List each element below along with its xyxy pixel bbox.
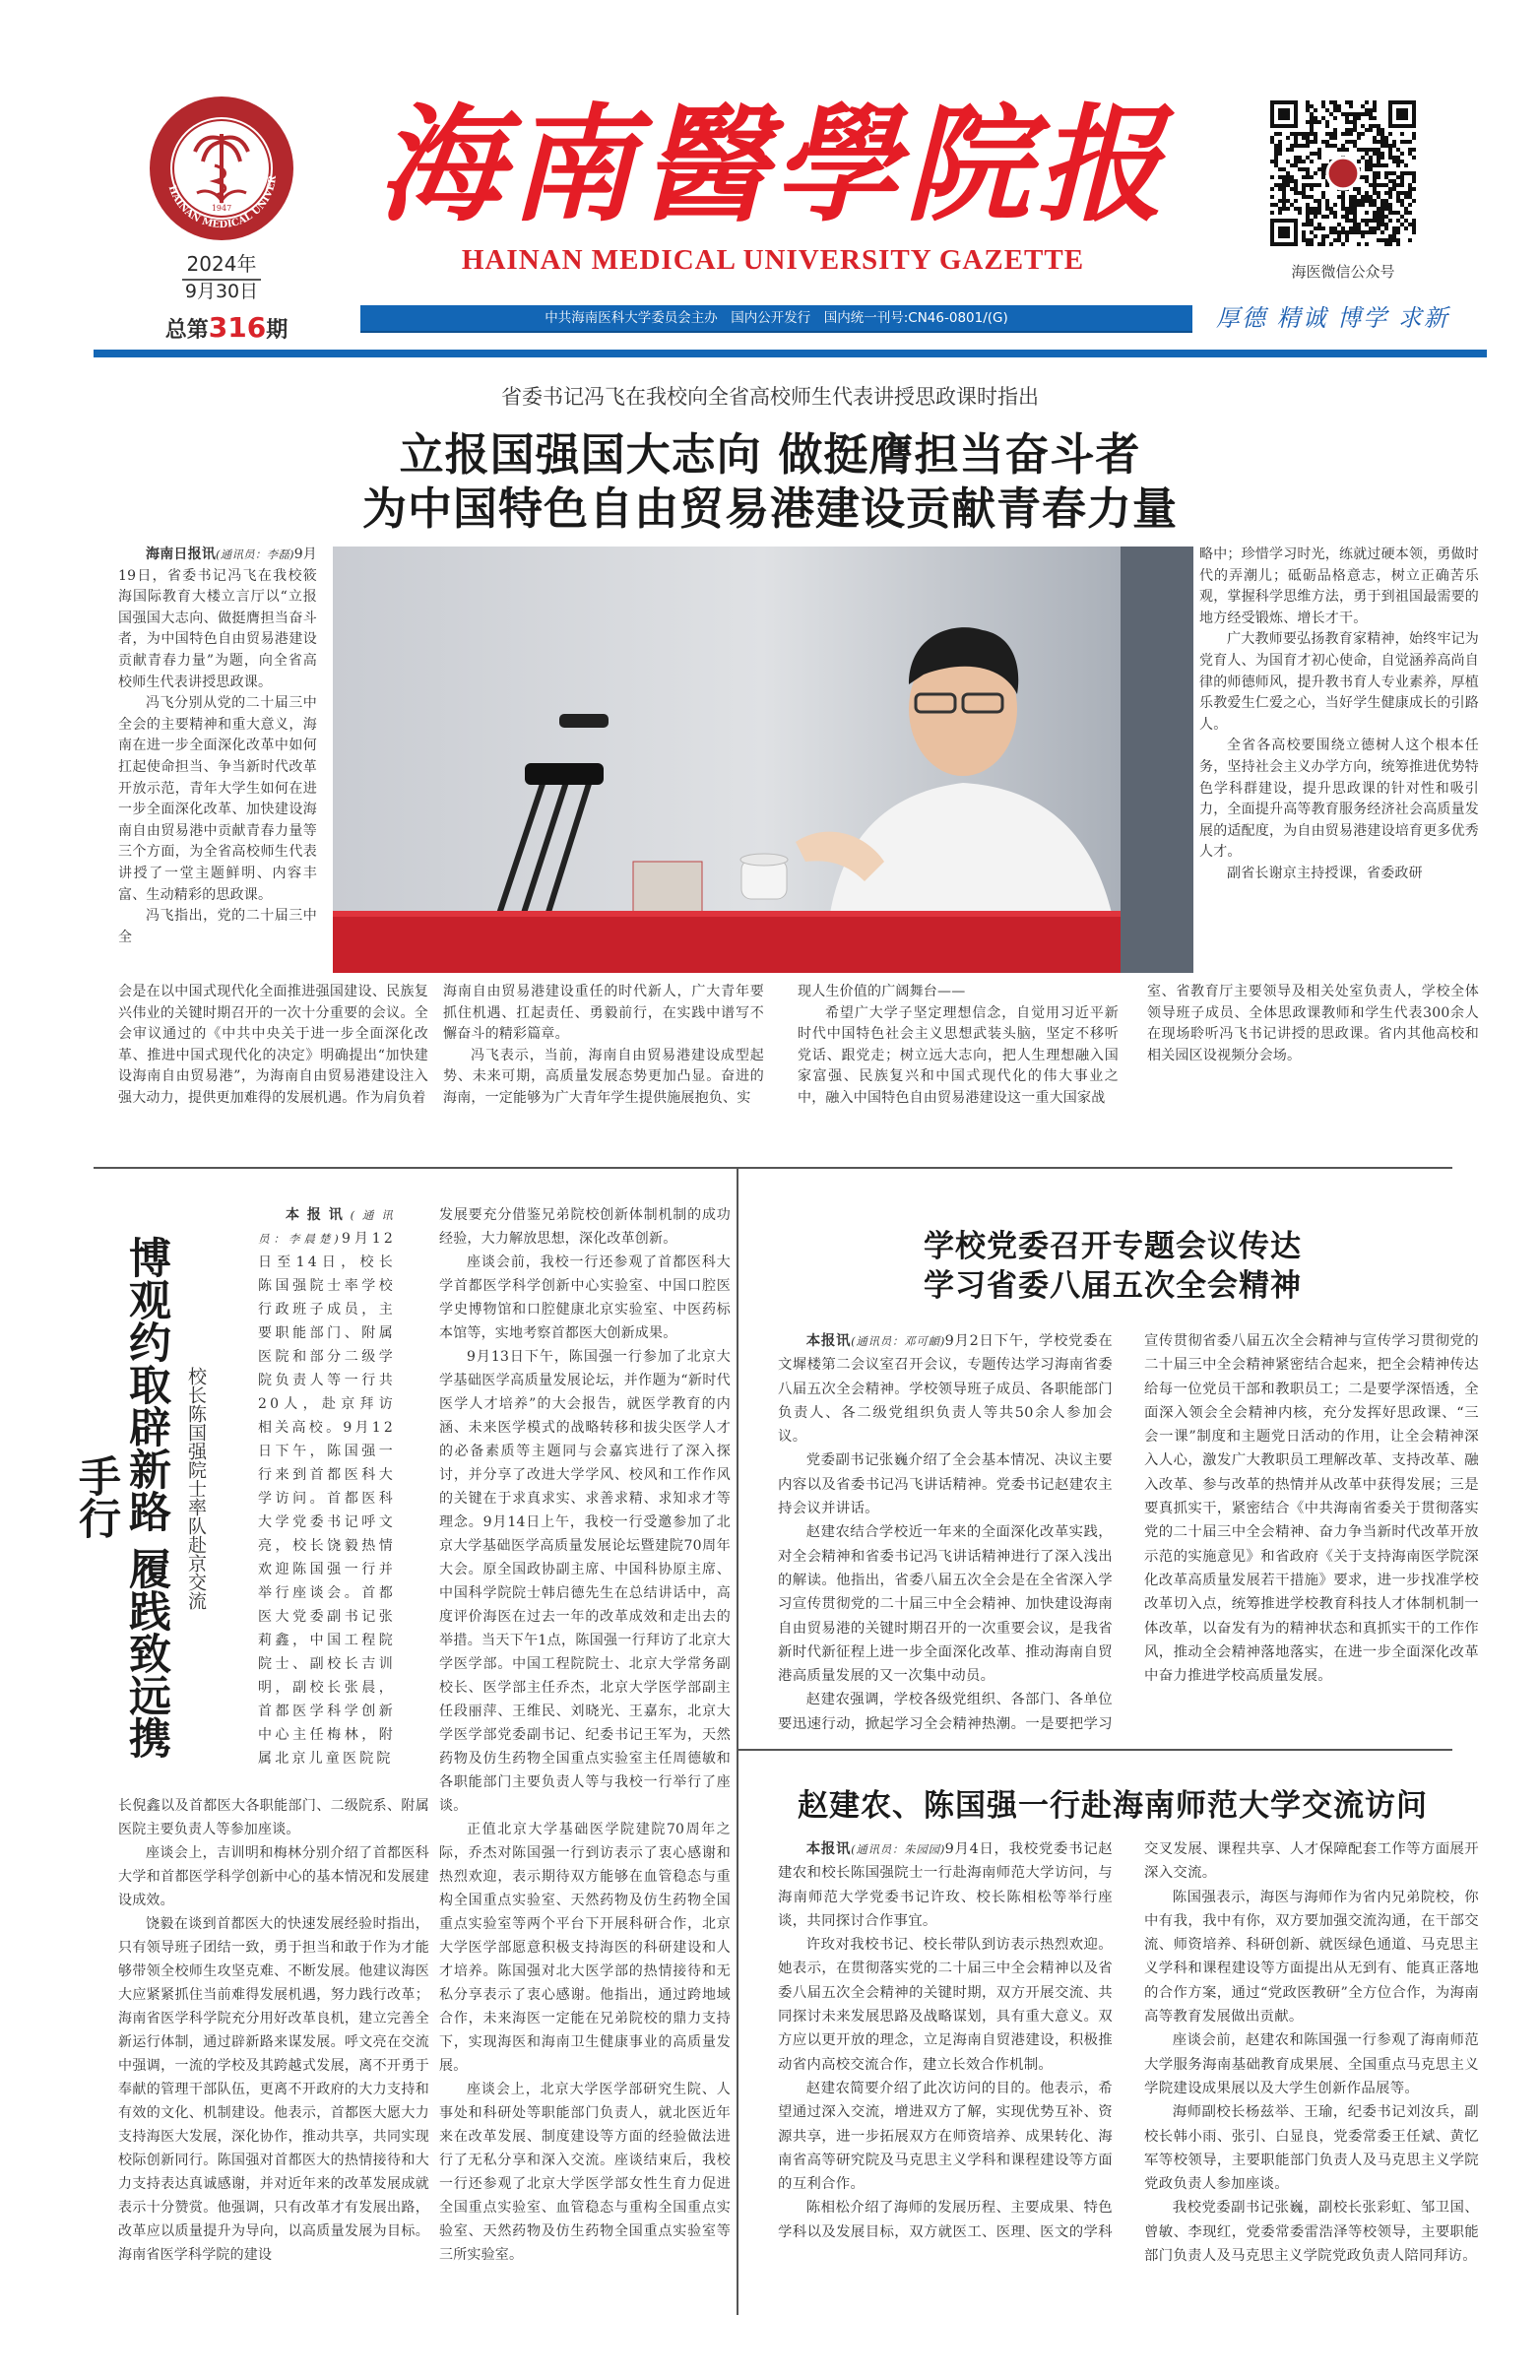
lead-paragraph — [778, 1837, 1113, 1933]
lead-paragraph — [258, 1203, 396, 1770]
lead-paragraph — [778, 1329, 1113, 1448]
byline: (通讯员：朱园园) — [851, 1842, 945, 1856]
issue-suffix: 期 — [266, 318, 289, 343]
paragraph-text: 9月12日至14日，校长陈国强院士率学校行政班子成员，主要职能部门、附属医院和部分二级学院负责人等一行共20人，赴京拜访相关高校。9月12日下午，陈国强一行来到首都医科大学访问。首都医科大学党委书记呼文亮，校长饶毅热情欢迎陈国强一行并举行座谈会。首都医大党委副书记张莉鑫，中国工程院院士、副校长吉训明，副校长张晨，首都医学科学创新中心主任梅林，附属北京儿童医院院 — [258, 1231, 396, 1767]
lead-paragraph — [118, 545, 317, 693]
paragraph: 赵建农结合学校近一年来的全面深化改革实践，对全会精神和省委书记冯飞讲话精神进行了深入浅出的解读。他指出，省委八届五次全会是在全省深入学习宣传贯彻党的二十届三中全会精神、加快建设海南自由贸易港的关键时期召开的一次重要会议，是我省新时代新征程上进一步全面深化改革、推动海南自贸港高质量发展的又一次集中动员。 — [778, 1524, 1113, 1685]
paragraph: 赵建农强调，学校各级党组织、各部门、各单位要迅速行动，掀起学习全会精神热潮。一是要把学习宣传贯彻省委八届五次全会精神与宣传学习贯彻党的二十届三中全会精神紧密结合起来，把全会精神传达给每一位党员干部和教职员工；二是要学深悟透，全面深入领会全会精神内核，充分发挥好思政课、“三会一课”制度和主题党日活动的作用，让全会精神深入人心，激发广大教职员工理解改革、支持改革、融入改革、参与改革的热情并从改革中获得发展；三是要真抓实干，紧密结合《中共海南省委关于贯彻落实党的二十届三中全会精神、奋力争当新时代改革开放示范的实施意见》和省政府《关于支持海南医学院深化改革高质量发展若干措施》要求，进一步找准学校改革切入点，统筹推进学校教育科技人才体制机制一体改革，以奋发有为的精神状态和真抓实干的工作作风，推动全会精神落地落实，在进一步全面深化改革中奋力推进学校高质量发展。 — [778, 1333, 1479, 1732]
beijing-article-narrow-column — [258, 1203, 396, 1794]
newspaper-title: 海南醫學院报 — [376, 92, 1169, 239]
masthead-rule — [94, 350, 1487, 357]
dateline: 本报讯 — [286, 1207, 351, 1223]
paragraph: 冯飞指出，党的二十届三中全 — [118, 908, 317, 945]
section-divider — [738, 1749, 1452, 1751]
paragraph-text: 9月2日下午，学校党委在文墀楼第二会议室召开会议，专题传达学习海南省委八届五次全会精神。学校领导班子成员、各职能部门负责人、各二级党组织负责人等共50余人参加会议。 — [778, 1333, 1113, 1446]
paragraph: 冯飞分别从党的二十届三中全会的主要精神和重大意义，海南在进一步全面深化改革中如何扛起使命担当、争当新时代改革开放示范，青年大学生如何在进一步全面深化改革、加快建设海南自由贸易港中贡献青春力量等三个方面，为全省高校师生代表讲授了一堂主题鲜明、内容丰富、生动精彩的思政课。 — [118, 695, 317, 903]
paragraph: 副省长谢京主持授课，省委政研 — [1227, 865, 1423, 881]
svg-text:1947: 1947 — [211, 204, 232, 213]
paragraph: 赵建农简要介绍了此次访问的目的。他表示，希望通过深入交流，增进双方了解，实现优势互补、资源共享，进一步拓展双方在师资培养、成果转化、海南省高等研究院及马克思主义学科和课程建设等方面的互利合作。 — [778, 2080, 1113, 2193]
issue-number-value: 316 — [208, 311, 267, 344]
plenum-article-title-line-1: 学校党委召开专题会议传达 — [924, 1229, 1302, 1264]
paragraph: 海师副校长杨兹举、王瑜，纪委书记刘汝兵，副校长韩小雨、张引、白显良，党委常委王任斌、黄忆军等校领导，主要职能部门负责人及马克思主义学院党政负责人参加座谈。 — [1144, 2104, 1479, 2193]
plenum-article-body — [778, 1329, 1479, 1737]
lead-headline-line-1: 立报国强国大志向 做挺膺担当奋斗者 — [399, 428, 1141, 481]
paragraph: 座谈会前，赵建农和陈国强一行参观了海南师范大学服务海南基础教育成果展、全国重点马克思主义学院建设成果展以及大学生创新作品展等。 — [1144, 2032, 1479, 2096]
beijing-article-title: 博观约取辟新路 履践致远携手行 — [72, 1235, 171, 1759]
paragraph: 座谈会上，吉训明和梅林分别介绍了首都医科大学和首都医学科学创新中心的基本情况和发展建设成效。 — [118, 1845, 429, 1908]
paragraph: 略中；珍惜学习时光，练就过硬本领，勇做时代的弄潮儿；砥砺品格意志，树立正确苦乐观，掌握科学思维方法，勇于到祖国最需要的地方经受锻炼、增长才干。 — [1199, 547, 1479, 626]
wechat-qr-code — [1270, 100, 1416, 246]
lead-article-column-1 — [118, 982, 428, 1139]
beijing-article-subtitle: 校长陈国强院士率队赴京交流 — [185, 1367, 207, 1610]
paragraph: 海南自由贸易港建设重任的时代新人，广大青年要抓住机遇、扛起责任、勇毅前行，在实践中谱写不懈奋斗的精彩篇章。 — [443, 984, 764, 1043]
paragraph: 座谈会上，北京大学医学部研究生院、人事处和科研处等职能部门负责人，就北医近年来在改革发展、制度建设等方面的经验做法进行了无私分享和深入交流。座谈结束后，我校一行还参观了北京大学医学部女性生育力促进全国重点实验室、血管稳态与重构全国重点实验室、天然药物及仿生药物全国重点实验室等三所实验室。 — [439, 2082, 731, 2263]
qr-caption: 海医微信公众号 — [1291, 263, 1395, 281]
dateline: 本报讯 — [805, 1841, 852, 1857]
paragraph: 党委副书记张巍介绍了全会基本情况、决议主要内容以及省委书记冯飞讲话精神。党委书记赵建农主持会议并讲话。 — [778, 1452, 1113, 1517]
paragraph: 饶毅在谈到首都医大的快速发展经验时指出，只有领导班子团结一致，勇于担当和敢于作为才能够带领全校师生攻坚克难、不断发展。他建议海医大应紧紧抓住当前难得发展机遇，努力践行改革；海南省医学科学院充分用好改革良机，建立完善全新运行体制，通过辟新路来谋发展。呼文亮在交流中强调，一流的学校及其跨越式发展，离不开勇于奉献的管理干部队伍，更离不开政府的大力支持和有效的文化、机制建设。他表示，首都医大愿大力支持海医大发展，深化协作，推动共享，共同实现校际创新同行。陈国强对首都医大的热情接待和大力支持表达真诚感谢，并对近年来的改革发展成就表示十分赞赏。他强调，只有改革才有发展出路，改革应以质量提升为导向，以高质量发展为目标。海南省医学科学院的建设 — [118, 1916, 429, 2263]
lead-photo — [333, 547, 1193, 973]
byline: (通讯员：邓可頔) — [851, 1334, 945, 1348]
lead-article-column-4 — [1147, 982, 1479, 1139]
paragraph: 9月13日下午，陈国强一行参加了北京大学基础医学高质量发展论坛，并作题为“新时代医学人才培养”的大会报告，就医学教育的内涵、未来医学模式的战略转移和拔尖医学人才的必备素质等主题同与会嘉宾进行了深入探讨，并分享了改进大学学风、校风和工作作风的关键在于求真求实、求善求精、求知求才等理念。9月14日上午，我校一行受邀参加了北京大学基础医学高质量发展论坛暨建院70周年大会。原全国政协副主席、中国科协原主席、中国科学院院士韩启德先生在总结讲话中，高度评价海医在过去一年的改革成效和走出去的举措。当天下午1点，陈国强一行拜访了北京大学医学部。中国工程院院士、北京大学常务副校长、医学部主任乔杰，北京大学医学部副主任段丽萍、王维民、刘晓光、王嘉东，北京大学医学部党委副书记、纪委书记王军为，天然药物及仿生药物全国重点实验室主任周德敏和各职能部门主要负责人等与我校一行举行了座谈。 — [439, 1349, 731, 1814]
dateline: 海南日报讯 — [146, 547, 217, 562]
byline: (通讯员：李磊) — [216, 547, 294, 561]
paragraph-text: 9月19日，省委书记冯飞在我校筱海国际教育大楼立言厅以“立报国强国大志向、做挺膺担当奋斗者，为中国特色自由贸易港建设贡献青春力量”为题，向全省高校师生代表讲授思政课。 — [118, 547, 317, 690]
lead-article-left-column — [118, 545, 317, 968]
lead-article-right-column — [1199, 545, 1479, 974]
paragraph: 现人生价值的广阔舞台—— — [798, 984, 966, 999]
paragraph: 陈相松介绍了海师的发展历程、主要成果、特色学科以及发展目标，双方就医工、医理、医文的学科交叉发展、课程共享、人才保障配套工作等方面展开深入交流。 — [778, 1841, 1479, 2240]
lead-article-column-3 — [798, 982, 1119, 1139]
paragraph: 室、省教育厅主要领导及相关处室负责人，学校全体领导班子成员、全体思政课教师和学生代表300余人在现场聆听冯飞书记讲授的思政课。省内其他高校和相关园区设视频分会场。 — [1147, 984, 1479, 1063]
paragraph: 陈国强表示，海医与海师作为省内兄弟院校，你中有我，我中有你，双方要加强交流沟通，在干部交流、师资培养、科研创新、就医绿色通道、马克思主义学科和课程建设等方面提出从无到有、能真正落地的合作方案，通过“党政医教研”全方位合作，为海南高等教育发展做出贡献。 — [1144, 1889, 1479, 2026]
issue-number — [153, 311, 300, 344]
paragraph: 冯飞表示，当前，海南自由贸易港建设成型起势、未来可期，高质量发展态势更加凸显。奋进的海南，一定能够为广大青年学生提供施展抱负、实 — [443, 1047, 764, 1106]
newspaper-english-title: HAINAN MEDICAL UNIVERSITY GAZETTE — [461, 244, 1085, 276]
paragraph: 广大教师要弘扬教育家精神，始终牢记为党育人、为国育才初心使命，自觉涵养高尚自律的师德师风，提升教书育人专业素养，厚植乐教爱生仁爱之心，当好学生健康成长的引路人。 — [1199, 631, 1479, 733]
paragraph: 座谈会前，我校一行还参观了首都医科大学首都医学科学创新中心实验室、中国口腔医学史博物馆和口腔健康北京实验室、中医药标本馆等，实地考察首都医大创新成果。 — [439, 1254, 731, 1341]
dateline: 本报讯 — [805, 1333, 852, 1349]
paragraph-text: 9月4日，我校党委书记赵建农和校长陈国强院士一行赴海南师范大学访问，与海南师范大学党委书记许玫、校长陈相松等举行座谈，共同探讨合作事宜。 — [778, 1841, 1113, 1929]
paragraph: 许玫对我校书记、校长带队到访表示热烈欢迎。她表示，在贯彻落实党的二十届三中全会精神以及省委八届五次全会精神的关键时期，双方开展交流、共同探讨未来发展思路及战略谋划，具有重大意义。双方应以更开放的理念，立足海南自贸港建设，积极推动省内高校交流合作，建立长效合作机制。 — [778, 1937, 1113, 2073]
issue-prefix: 总第 — [164, 318, 209, 343]
publisher-bar: 中共海南医科大学委员会主办 国内公开发行 国内统一刊号:CN46-0801/(G) — [360, 305, 1192, 333]
lead-kicker: 省委书记冯飞在我校向全省高校师生代表讲授思政课时指出 — [501, 385, 1039, 409]
paragraph: 我校党委副书记张巍，副校长张彩虹、邹卫国、曾敏、李现红，党委常委雷浩泽等校领导，主要职能部门负责人及马克思主义学院党政负责人陪同拜访。 — [1144, 2200, 1479, 2265]
issue-date: 9月30日 — [184, 281, 259, 302]
byline: (通讯员：李晨楚) — [258, 1208, 396, 1246]
paragraph: 发展要充分借鉴兄弟院校创新体制机制的成功经验，大力解放思想，深化改革创新。 — [439, 1207, 731, 1247]
paragraph: 会是在以中国式现代化全面推进强国建设、民族复兴伟业的关键时期召开的一次十分重要的会议。全会审议通过的《中共中央关于进一步全面深化改革、推进中国式现代化的决定》明确提出“加快建设海南自由贸易港”，为海南自由贸易港建设注入强大动力，提供更加难得的发展机遇。作为肩负着 — [118, 984, 428, 1106]
paragraph: 正值北京大学基础医学院建院70周年之际，乔杰对陈国强一行到访表示了衷心感谢和热烈欢迎，表示期待双方能够在血管稳态与重构全国重点实验室、天然药物及仿生药物全国重点实验室等两个平台下开展科研合作，北京大学医学部愿意积极支持海医的科研建设和人才培养。陈国强对北大医学部的热情接待和无私分享表示了衷心感谢。他指出，通过跨地域合作，未来海医一定能在兄弟院校的鼎力支持下，实现海医和海南卫生健康事业的高质量发展。 — [439, 1822, 731, 2074]
visit-article-title: 赵建农、陈国强一行赴海南师范大学交流访问 — [798, 1788, 1428, 1824]
visit-article-body — [778, 1837, 1479, 2320]
university-motto: 厚德 精诚 博学 求新 — [1216, 304, 1449, 332]
lead-headline-line-2: 为中国特色自由贸易港建设贡献青春力量 — [361, 482, 1178, 535]
section-divider — [94, 1167, 1452, 1169]
paragraph: 全省各高校要围绕立德树人这个根本任务，坚持社会主义办学方向，统筹推进优势特色学科群建设，提升思政课的针对性和吸引力，全面提升高等教育服务经济社会高质量发展的适配度，为自由贸易港建设培育更多优秀人才。 — [1199, 738, 1479, 861]
plenum-article-title-line-2: 学习省委八届五次全会精神 — [924, 1268, 1302, 1304]
paragraph: 希望广大学子坚定理想信念，自觉用习近平新时代中国特色社会主义思想武装头脑，坚定不移听党话、跟党走；树立远大志向，把人生理想融入国家富强、民族复兴和中国式现代化的伟大事业之中，融入中国特色自由贸易港建设这一重大国家战 — [798, 1004, 1119, 1106]
column-divider — [737, 1168, 738, 2315]
issue-year: 2024年 — [182, 248, 261, 281]
paragraph: 长倪鑫以及首都医大各职能部门、二级院系、附属医院主要负责人等参加座谈。 — [118, 1798, 429, 1837]
beijing-article-column-1 — [118, 1794, 429, 2316]
beijing-article-column-2 — [439, 1203, 731, 2316]
lead-article-column-2 — [443, 982, 764, 1139]
university-logo — [148, 95, 295, 242]
svg-text:HAINAN MEDICAL UNIVERSITY: HAINAN MEDICAL UNIVER — [165, 174, 280, 231]
